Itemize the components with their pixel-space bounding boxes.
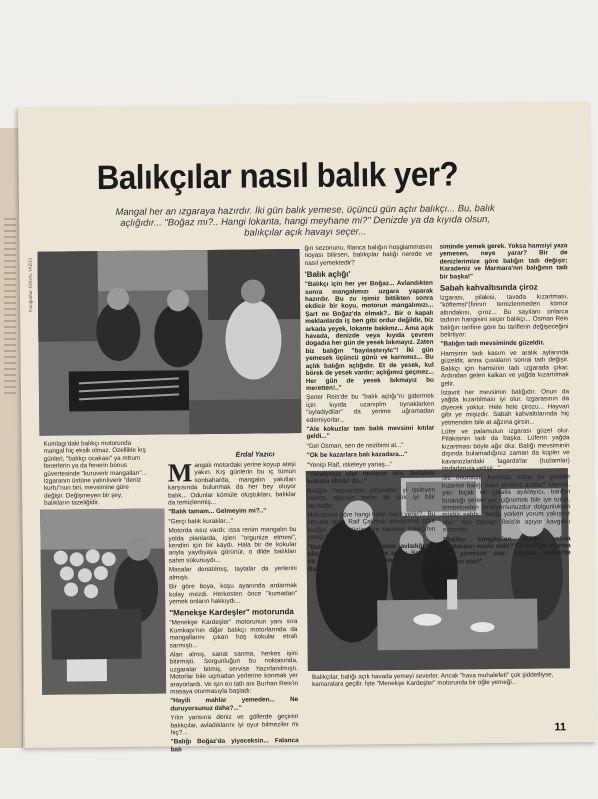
paragraph: "Gerçi balık kuraklar..." (168, 517, 233, 526)
drop-cap: M (167, 458, 193, 488)
paragraph: Masalar donatılmış, taytalar da yerlerini almıştı. (168, 565, 297, 582)
subheading: 'Balık açlığı' (304, 269, 351, 280)
paragraph: Siz önümüze konmuş, kafalı bir şekilde kızarsın balığı nasıl yersiniz acaba? Üşenip, yarı bıçak ve çatalla ayıklayıcı, balığın bıraktığı yerleri yer, çiğnemek bile iye tutup, tembelceden şıralıyorsunuzdur dolgunluktan müdür sahbı, "balığı yorken yorum yakışırız olur." İşte Osman Reis'in aşıyor kavgaklı ırizmeler: (441, 473, 571, 534)
page-number: 11 (554, 721, 567, 734)
paragraph: Yılın yansına deniz ve göllerde geçiren balıkçılar, avladıklarını iyi oyur bilmeziler mi hiç?... (170, 713, 299, 737)
paragraph: Alan almış, sanat sanma, herkes işini bitirmişti. Sorgunluğun bu noktasında, uzgaralar bitmiş, servise hazırlanılmıştı. Motorlar bile uçmadan yerlerine konmak yer arayorlardı. Ve işin en tatlı anı Burhan Reis'in masaya oturmasıyla başladı: (169, 650, 299, 696)
paragraph: "Balıkçı tamgeçilen müdir yoksa bodlakdan müdir mılir? Elli balığın oturma yer, yirmisini atar; büyece kedilerde haçrım olur!" (442, 534, 571, 566)
paragraph: Izgarası, pilakisi, tavada kızartması, "köftemsi"(firinın temizlenmeden kömür altındakısı, çiroz... Bu sayılanı onlarca tadının hangisini seçer balıkçı... Osman Reis balığın tarifine göre bu tariflerin değişeceğini belirtiyor: (439, 293, 569, 339)
subheading: "Menekşe Kardeşler" motorunda (169, 607, 294, 618)
paragraph: "Balıkçı için her yer Boğaz... Avlandıkten sonra mangalımızı uzgara yaparak hazırdır. Bu zu işimiz bittikten sonra ekdicir bir koyu, motorun mangalımızı... Şart mı Boğaz'da olmak?.. Bir o kapalı meklanlarda iş ben gibi ordur değildir, biz arkada yeyek, lokante bakkmz... Ama açık havada, denizde veya kıyıda çevrem dogadıa her gün de yesek bıkmayız. Zaten biz balığın "bayılaştırıylc"! İki gün yemesek üçüncü günü ve karnımız... Bu açlık balığın açlığıdır. Et de yesek, kul börek de yesek vardır; açlığımız geçmez... Her gün de yesek bıkmayız bu meretten!.." (304, 279, 434, 392)
article-title: Balıkçılar nasıl balık yer? (96, 155, 459, 198)
paragraph: "Ale kokuzlar tam balık mevsimi kıtılar geldi..." (306, 424, 435, 441)
subheading: Sabah kahvaltısında çiroz (439, 282, 538, 293)
photo-vendor-bread (40, 508, 166, 694)
paragraph: Bir göre boya, koşu ayanında ardarmak kolay mezdi. Herkesten önce "kumadan" yemek onların hakkıydı... (168, 582, 298, 606)
photo-fishermen-grilling (38, 249, 302, 436)
byline: Erdal Yazıcı (235, 451, 275, 459)
paragraph: "Yanaşmaz olur musyun reis, burasını kokusu ahiraz da..." (306, 469, 435, 486)
previous-page-text-strip (4, 218, 16, 398)
paragraph: "Balık tamam... Gelmeyim mi?.." (168, 507, 267, 516)
paragraph: "Gel Osman, sen de nezibimi al..." (306, 441, 404, 450)
paragraph: İstavrit her mevsimin balığıdır. Onun da yağda kızartılması iyi olur. Izgarasının da diyecek yoktur. Hele hele çirozu... Hayvan gibi ye mişizdir. Sabah kahvaltılarında hiç yetmendim bile at ağzına girsin... (440, 388, 570, 427)
paragraph: "Balığın tadı mevsiminde güzeldir. (440, 339, 545, 349)
paragraph: Mangalı motordaki yerine koyup ateşi yakın. Kış günlerin bu iç tümün sonbaharda, mangalın yakıtları karşısında bulunmak da her bey oluyor balık... Odunlar kömüle oluştukları, balıklar da temizlenmiş... (167, 458, 297, 507)
paragraph: Şener Reis'de bu "balık açlığı"nı gidermek için kıyıda uzanıplm tıynaklarken "oyladiydilar" da yerime uğramadan edemiyorlar... (306, 392, 435, 424)
paragraph: ğın sezonunu, filanca balığın hoşglammasını noyası bilirsen, balıkçılar balığı nerede ve nasıl yemektedir? (304, 243, 433, 267)
article-column-1 (167, 458, 299, 754)
caption-photo-3: Balıkçılar, balığı açık havada yemeyi severler. Ancak "hava muhalefeti" çok şiddetliyse, kamaralara geçilir. İşte "Menekşe Kardeşler" motorunda bir öğle yemeği... (311, 671, 554, 689)
paragraph: Hamsinin tadı kasım ve aralık aylarında güzeldir, anna çuvaların sonrai tadı değişir. Balıkçı için hamsinin tadı ızgarada çıkar. Ardından gelen kalkan ve yağda kızartılmak gelir. (440, 349, 569, 388)
article-column-2 (304, 243, 436, 573)
article-lead: Mangal her an ızgaraya hazırdır. İki gün balık yemese, üçüncü gün açtır balıkçı... Bu, balık açlığıdır... "Boğaz mı?.. Hangi lokanta, hangi meyhane mi?" Denizde ya da kıyıda olsun, balıkçılar açık havayı seçer... (115, 203, 495, 239)
paragraph: Mevsimine göre hangi balık, nasıl yenir?.. Bu konuda tayfa Raif Çakmak mevsimine göre balığın en iyi tüzünü ve tanesini balıkçının yediği belirtiyor. (307, 510, 436, 542)
paragraph: Balığın "hayvandan üstyeden" yi işsleyen balıkçı, oğunun tadını da çok iyi bilir herhalde. (306, 486, 436, 510)
caption-photo-1: Kumlagı'daki balıkçı motorunda mangal hiç eksik olmaz. Özellikle kış günleri, "balıkçı ocakası" ya mtrum fenerlerin ya da fenerin bonus güvertesinde "kuruverir mangalları"... Izgaranın üstüne yatırılıverir "deniz kurtu"nun biri, mevsimine göre değişir. Değişmeyen bir şey, balıkların tazeliğidir. (43, 439, 148, 507)
paragraph: "Balığı Boğaz'da yiyeceksin... Falanca balı (170, 737, 299, 754)
paragraph: Motorda ıssız vardı; ıssa renim mangalın bu yolda planlarda, işleri "orgunize etmesi", kendini için bir kaydı. Hala bir de kokular ariyla yaydıyaya görünür, o dilde balıkları sahm sükunuydı... (168, 526, 297, 565)
photo-credit: Fotoğraflar: ERDAL YAZICI (27, 257, 34, 313)
paragraph: "Menekşe Kardeşler" motorunun yanı sıra Kumkapı'nın diğer balıkçı motorlarında da mangallarını çıkan hoş kokular etrafı sarmıştı... (169, 618, 298, 649)
paragraph: Lüfer ve palamutun ızgarası güzel olur. Pilakisinin tadı da başka. Lüferin yağda kızartması böyle ağır olur. Balığı mevsiminin dışında bulamadığınız zaman da küpler ve kavanozlardaki 'lagarda'lar (tuzlamlar) imdadımıza yetişir..." (441, 427, 570, 473)
paragraph: "Yenişi Raif, ıskeleye yanaş..." (306, 460, 393, 469)
paragraph: "Ok be kazarlara balı kazadara..." (306, 451, 408, 460)
paragraph: "Balığın en iyi türden balık avladığında bile yemek için kendisine ayırır. Satayım da daha fazla para kazanayım" demez. Balığı kendi mev- (307, 542, 436, 573)
paragraph: siminde yemek gerek. Yoksa hamsiyi yaza yemesen, neye yarar? Bir de denizlerimize göre balığın tadı değişir; Karadeniz ve Marmara'nın balığının tadı bir başka!" (439, 242, 568, 281)
article-column-3 (439, 242, 571, 566)
paragraph: "Hayili mahlar yemeden... Ne duruyorsunuz daha?..." (170, 696, 299, 713)
magazine-page (18, 102, 597, 754)
